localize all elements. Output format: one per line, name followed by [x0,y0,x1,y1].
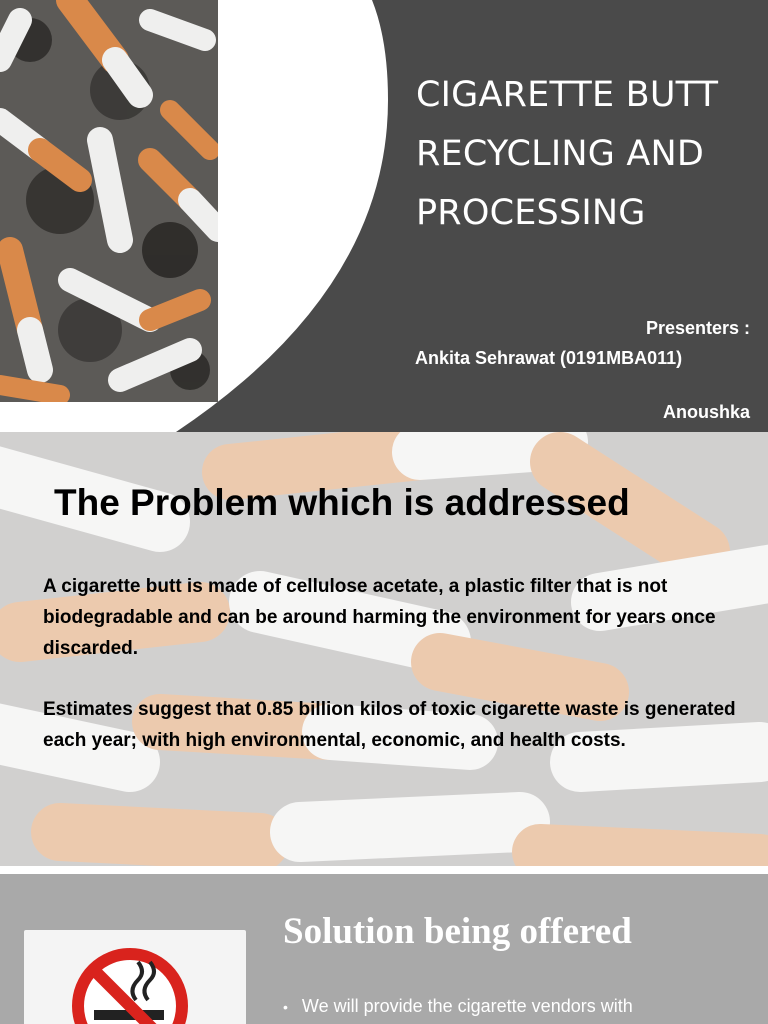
solution-heading: Solution being offered [283,911,632,952]
solution-bullet [283,996,633,1018]
title-line: RECYCLING AND [416,134,705,174]
no-smoking-sign [24,930,246,1024]
problem-paragraph: A cigarette butt is made of cellulose acetate, a plastic filter that is not biodegradable and can be around harming the environment for years once discarded. [43,576,716,659]
presentation-title [416,66,761,243]
bullet-dot-icon: • [283,999,288,1015]
bullet-text: We will provide the cigarette vendors with [301,996,633,1016]
title-line: CIGARETTE BUTT [416,75,719,115]
no-smoking-icon [24,930,246,1024]
title-line: PROCESSING [416,193,646,233]
slide-divider [0,866,768,874]
problem-heading: The Problem which is addressed [54,482,630,523]
solution-slide [0,866,768,1024]
title-slide [0,0,768,432]
cigarette-butts-photo [0,0,218,402]
presenter-name: Ankita Sehrawat (0191MBA011) [415,348,683,368]
problem-paragraph: Estimates suggest that 0.85 billion kilos of toxic cigarette waste is generated each year; with high environmental, economic, and health costs. [43,699,736,751]
problem-slide [0,432,768,866]
presenters-label: Presenters : [645,318,750,338]
presenter-name: Anoushka [662,402,750,422]
